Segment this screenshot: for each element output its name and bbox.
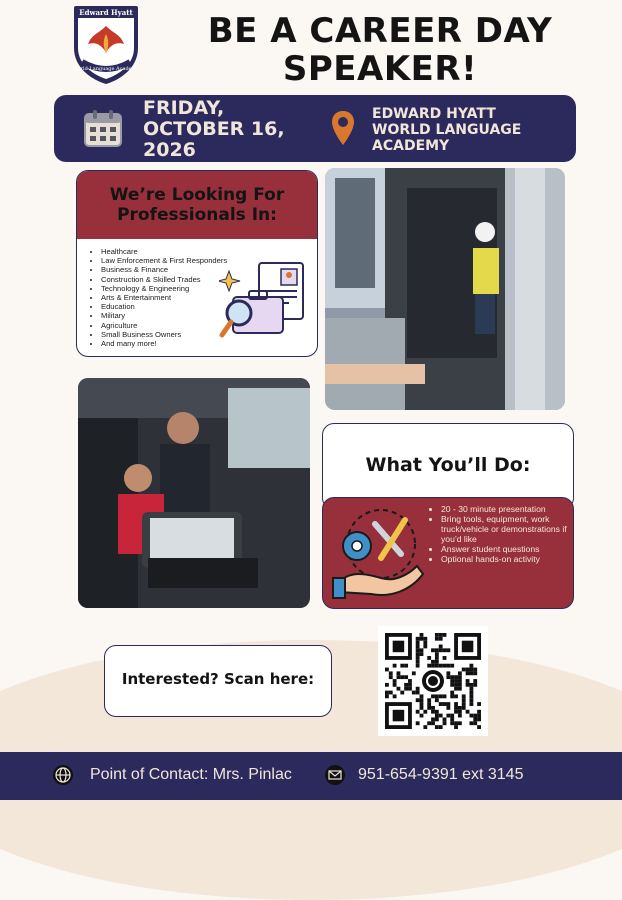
contact-phone: 951-654-9391 ext 3145 xyxy=(358,766,524,783)
what-you-do-list xyxy=(433,504,573,564)
svg-text:Edward Hyatt: Edward Hyatt xyxy=(79,8,133,17)
professions-list xyxy=(91,247,227,348)
task-item: • 20 - 30 minute presentation xyxy=(441,504,573,514)
profession-item: • Business & Finance xyxy=(101,265,227,274)
profession-item: • Arts & Entertainment xyxy=(101,293,227,302)
task-item: • Answer student questions xyxy=(441,544,573,554)
location-pin-icon xyxy=(330,109,356,149)
profession-item: • Law Enforcement & First Responders xyxy=(101,256,227,265)
truck-photo xyxy=(325,168,565,410)
tools-hand-illustration xyxy=(331,504,427,602)
qr-code[interactable] xyxy=(378,626,488,736)
job-search-illustration xyxy=(219,259,311,345)
event-location: EDWARD HYATT WORLD LANGUAGE ACADEMY xyxy=(372,106,522,154)
globe-icon xyxy=(52,764,74,786)
profession-item: • Agriculture xyxy=(101,321,227,330)
task-item: • Optional hands-on activity xyxy=(441,554,573,564)
professions-card xyxy=(76,170,318,357)
school-logo xyxy=(68,4,144,86)
professions-heading: We’re Looking For Professionals In: xyxy=(77,171,317,239)
interested-box xyxy=(104,645,332,717)
svg-text:World Language Academy: World Language Academy xyxy=(72,66,140,72)
task-item: • Bring tools, equipment, work truck/vehicle or demonstrations if you’d like xyxy=(441,514,573,544)
interested-text: Interested? Scan here: xyxy=(121,670,315,688)
contact-name: Point of Contact: Mrs. Pinlac xyxy=(90,766,292,783)
profession-item: • Small Business Owners xyxy=(101,330,227,339)
page-title: BE A CAREER DAY SPEAKER! xyxy=(207,11,553,89)
what-you-do-panel xyxy=(322,497,574,609)
profession-item: • Construction & Skilled Trades xyxy=(101,275,227,284)
profession-item: • Education xyxy=(101,302,227,311)
police-car-photo xyxy=(78,378,310,608)
what-you-do-heading: What You’ll Do: xyxy=(365,454,531,476)
event-date: FRIDAY, OCTOBER 16, 2026 xyxy=(143,97,285,161)
profession-item: • And many more! xyxy=(101,339,227,348)
profession-item: • Healthcare xyxy=(101,247,227,256)
calendar-icon xyxy=(82,108,124,150)
mail-icon xyxy=(324,764,346,786)
profession-item: • Technology & Engineering xyxy=(101,284,227,293)
profession-item: • Military xyxy=(101,311,227,320)
